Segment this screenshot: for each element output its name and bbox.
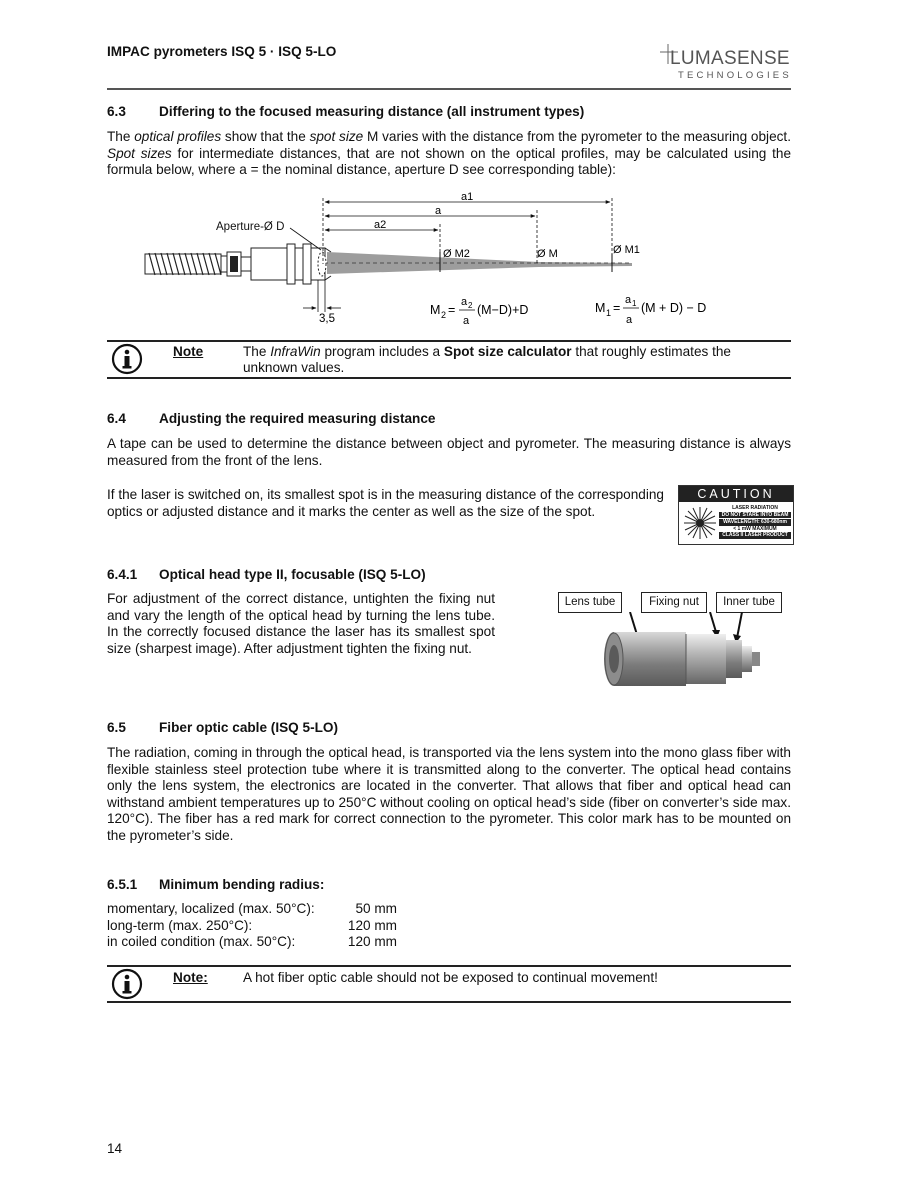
label-a: a [435, 205, 442, 217]
label-dm1: Ø M1 [613, 244, 640, 256]
svg-text:M: M [430, 303, 441, 317]
optical-head-photo [600, 612, 770, 692]
caution-title: CAUTION [679, 486, 793, 502]
section-6-5-heading: 6.5 Fiber optic cable (ISQ 5-LO) [107, 720, 339, 735]
lens-tube-label: Lens tube [558, 592, 622, 613]
laser-burst-icon [683, 505, 717, 541]
info-icon [111, 343, 143, 375]
laser-caution-label [678, 485, 794, 545]
note2-label: Note: [173, 970, 208, 985]
section-6-4-heading: 6.4 Adjusting the required measuring distance [107, 411, 436, 426]
svg-text:1: 1 [632, 299, 637, 308]
spec-row: in coiled condition (max. 50°C): 120 mm [107, 934, 397, 949]
note1-label: Note [173, 344, 204, 359]
caution-line: WAVELENGTH: 630-680nm [719, 519, 791, 526]
svg-text:M: M [595, 301, 606, 315]
caution-line: DO NOT STARE INTO BEAM [719, 512, 791, 519]
note2-bottom-rule [107, 1001, 791, 1003]
section-6-5-1-heading: 6.5.1 Minimum bending radius: [107, 877, 325, 892]
company-logo [658, 42, 794, 82]
caution-line: CLASS II LASER PRODUCT [719, 532, 791, 539]
logo-subtitle: TECHNOLOGIES [678, 70, 792, 81]
note1-bottom-rule [107, 377, 791, 379]
formula-m1 [595, 294, 706, 326]
svg-text:=: = [613, 301, 621, 315]
section-6-5-paragraph: The radiation, coming in through the optical head, is transported via the lens system into the mono glass fiber with flexible stainless steel protection tube where it is transmitted along to the converter. The optical head contains only the lens system, the electronics are located in the converter. That allows that fiber and optical head can withstand ambient temperatures up to 250°C without cooling on optical head’s side (fiber on converter’s side max. 120°C). The fiber has a red mark for correct connection to the pyrometer. This color mark has to be mounted on the pyrometer’s side. [107, 745, 791, 843]
label-dm2: Ø M2 [443, 248, 470, 260]
formula-m2 [430, 296, 528, 327]
note1-text: The InfraWin program includes a Spot size calculator that roughly estimates the unknown values. [243, 344, 731, 375]
optical-head-drawing [251, 244, 331, 284]
svg-text:1: 1 [606, 308, 612, 318]
logo-wordmark: LUMASENSE [670, 48, 790, 69]
inner-tube-label: Inner tube [716, 592, 782, 613]
note2-top-rule [107, 965, 791, 967]
fiber-coil-drawing [145, 252, 251, 276]
svg-text:a: a [625, 294, 632, 306]
svg-text:a: a [461, 296, 468, 308]
caution-line: < 1 mW MAXIMUM [733, 525, 777, 532]
section-6-3-heading [107, 104, 584, 119]
aperture-label: Aperture-Ø D [216, 221, 285, 233]
section-6-4-paragraph-1: A tape can be used to determine the distance between object and pyrometer. The measuring distance is always measured from the front of the lens. [107, 436, 791, 468]
caution-line: LASER RADIATION [732, 505, 778, 511]
svg-text:(M + D) − D: (M + D) − D [641, 301, 707, 315]
spec-row: momentary, localized (max. 50°C): 50 mm [107, 901, 397, 916]
fixing-nut-label: Fixing nut [641, 592, 707, 613]
page-number: 14 [107, 1141, 123, 1156]
section-6-3-paragraph: The optical profiles show that the spot size M varies with the distance from the pyrometer to the measuring object. Spot sizes for intermediate distances, that are not shown on the optical profiles, may be calculated using the formula below, where a = the nominal distance, aperture D see corresponding table): [107, 129, 791, 178]
section-number: 6.3 [107, 104, 126, 119]
label-a1: a1 [461, 191, 474, 203]
section-title: Differing to the focused measuring distance (all instrument types) [159, 104, 585, 119]
label-dm: Ø M [537, 248, 558, 260]
svg-text:a: a [626, 314, 633, 326]
svg-text:=: = [448, 303, 456, 317]
header-rule [107, 88, 791, 90]
info-icon [111, 968, 143, 1000]
spot-size-diagram [107, 190, 791, 330]
note1-top-rule [107, 340, 791, 342]
svg-text:(M−D)+D: (M−D)+D [477, 303, 529, 317]
svg-text:2: 2 [468, 301, 473, 310]
svg-text:a: a [463, 315, 470, 327]
spec-row: long-term (max. 250°C): 120 mm [107, 918, 397, 933]
section-6-4-paragraph-2: If the laser is switched on, its smallest spot is in the measuring distance of the corresponding optics or adjusted distance and it marks the center as well as the size of the spot. [107, 487, 664, 519]
running-header: IMPAC pyrometers ISQ 5 · ISQ 5-LO [107, 44, 337, 59]
svg-text:2: 2 [441, 310, 447, 320]
section-6-4-1-heading: 6.4.1 Optical head type II, focusable (ISQ 5-LO) [107, 567, 426, 582]
label-3-5: 3,5 [319, 313, 335, 325]
section-6-4-1-paragraph: For adjustment of the correct distance, untighten the fixing nut and vary the length of the optical head by turning the lens tube. In the correctly focused distance the laser has its smallest spot size (sharpest image). After adjustment tighten the fixing nut. [107, 591, 495, 656]
label-a2: a2 [374, 219, 387, 231]
note2-text: A hot fiber optic cable should not be exposed to continual movement! [243, 970, 658, 985]
